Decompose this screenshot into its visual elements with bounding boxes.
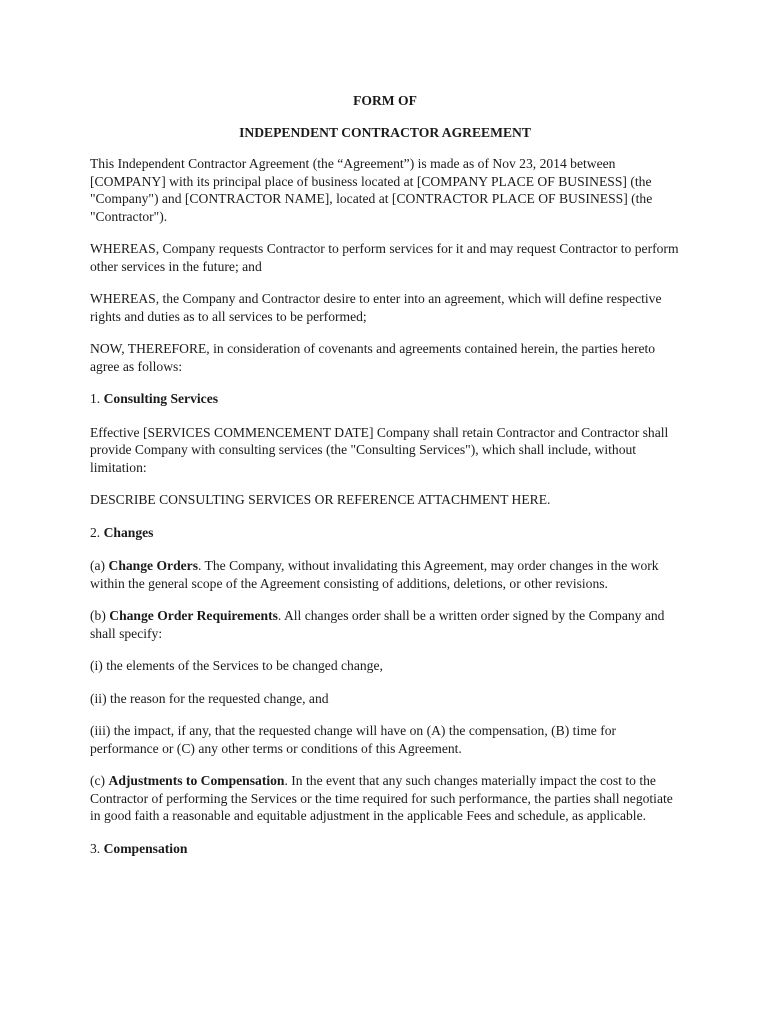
whereas-paragraph-2: WHEREAS, the Company and Contractor desire to enter into an agreement, which will define respective rights and duties as to all services to be performed; xyxy=(90,291,662,324)
section-2-number: 2. xyxy=(90,524,104,540)
section-2a-prefix: (a) xyxy=(90,558,109,573)
section-1-describe: DESCRIBE CONSULTING SERVICES OR REFERENCE ATTACHMENT HERE. xyxy=(90,492,551,507)
now-therefore-paragraph: NOW, THEREFORE, in consideration of covenants and agreements contained herein, the parties hereto agree as follows: xyxy=(90,341,656,374)
section-3-number: 3. xyxy=(90,840,104,856)
section-3-title: Compensation xyxy=(103,840,188,856)
section-2a-title: Change Orders xyxy=(108,558,198,573)
section-2-heading xyxy=(90,524,680,542)
section-2a-body: . The Company, without invalidating this Agreement, may order changes in the work within the general scope of the Agreement consisting of additions, deletions, or other revisions. xyxy=(90,558,659,591)
section-2c-paragraph xyxy=(90,772,680,825)
section-3-heading xyxy=(90,840,680,858)
section-1-body: Effective [SERVICES COMMENCEMENT DATE] Company shall retain Contractor and Contractor shall provide Company with consulting services (the "Consulting Services"), which shall include, without limitation: xyxy=(90,424,669,475)
section-2b-item-i: (i) the elements of the Services to be changed change, xyxy=(90,658,383,673)
document-title-line1: FORM OF xyxy=(353,93,417,108)
section-2b-paragraph xyxy=(90,607,680,642)
section-2a-paragraph xyxy=(90,557,680,592)
whereas-paragraph-1: WHEREAS, Company requests Contractor to perform services for it and may request Contractor to perform other services in the future; and xyxy=(90,241,679,274)
section-2c-prefix: (c) xyxy=(90,773,109,788)
section-2b-prefix: (b) xyxy=(90,608,110,623)
section-2b-title: Change Order Requirements xyxy=(109,608,278,623)
document-page xyxy=(90,92,680,873)
section-2c-title: Adjustments to Compensation xyxy=(108,773,285,788)
document-title-line2: INDEPENDENT CONTRACTOR AGREEMENT xyxy=(239,124,531,140)
section-1-heading xyxy=(90,390,680,408)
section-1-title: Consulting Services xyxy=(103,391,219,406)
section-2c-body: . In the event that any such changes materially impact the cost to the Contractor of performing the Services or the time required for such performance, the parties shall negotiate in good faith a reasonable and equitable adjustment in the applicable Fees and schedule, as applicable. xyxy=(90,773,673,823)
section-2b-body: . All changes order shall be a written order signed by the Company and shall specify: xyxy=(90,608,665,641)
section-1-number: 1. xyxy=(90,391,104,406)
intro-paragraph: This Independent Contractor Agreement (the “Agreement”) is made as of Nov 23, 2014 between [COMPANY] with its principal place of business located at [COMPANY PLACE OF BUSINESS] (the "Company") and [CONTRACTOR NAME], located at [CONTRACTOR PLACE OF BUSINESS] (the "Contractor"). xyxy=(90,156,653,224)
section-2b-item-iii: (iii) the impact, if any, that the requested change will have on (A) the compensation, (B) time for performance or (C) any other terms or conditions of this Agreement. xyxy=(90,723,617,756)
section-2b-item-ii: (ii) the reason for the requested change, and xyxy=(90,690,329,706)
section-2-title: Changes xyxy=(103,524,154,540)
